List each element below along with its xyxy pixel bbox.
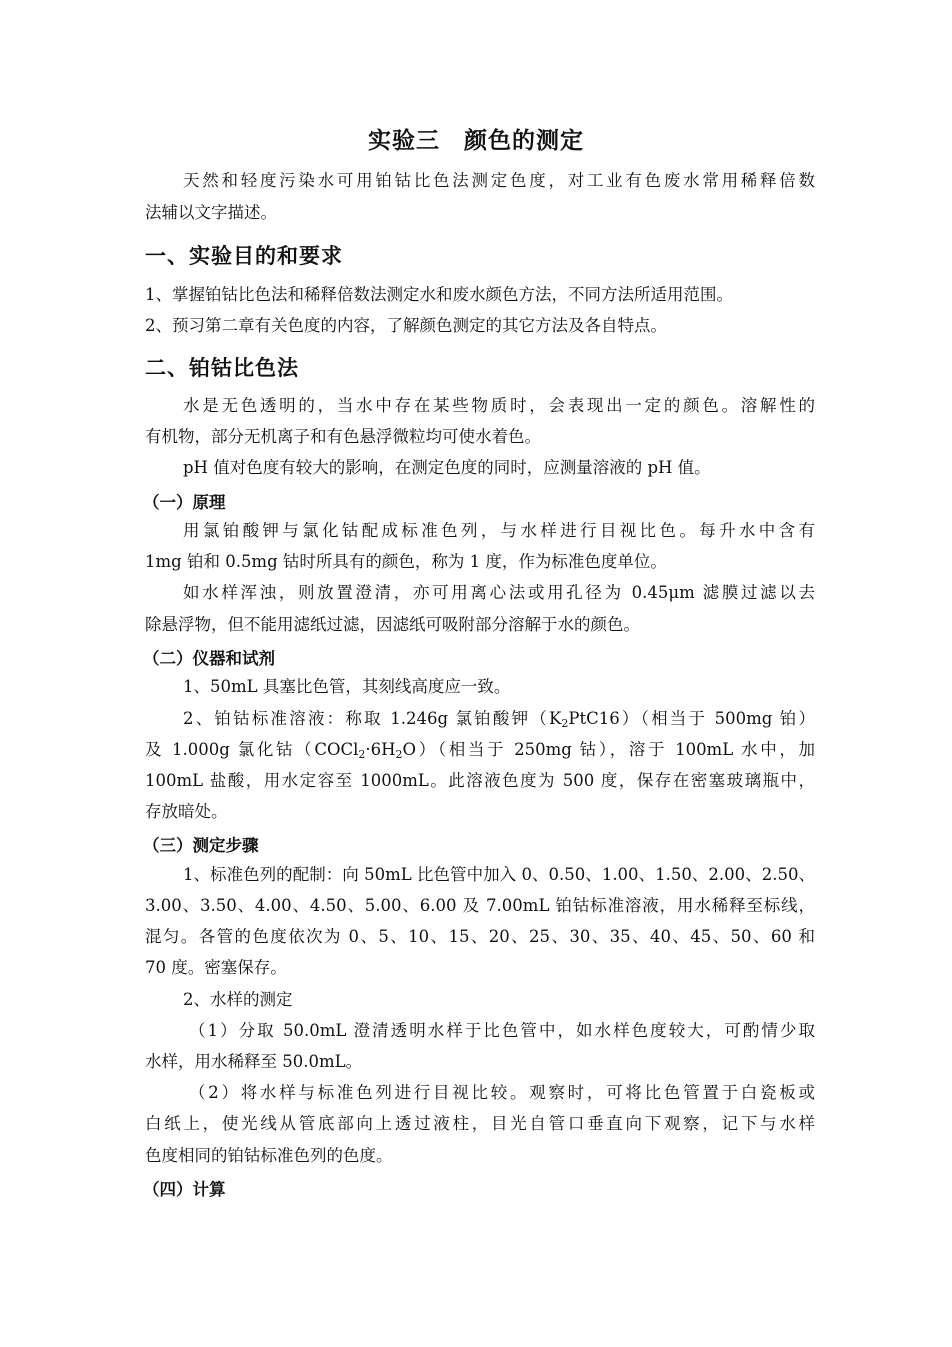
apparatus-item-2-line-2: 及 1.000g 氯化钴$(COCl_2\cdot 6H_2O)$（相当于 250mg 钴），溶于 100mL 水中，加 [145,740,816,761]
subheading-procedure: （三）测定步骤 [143,836,259,855]
objective-item-2: 2、预习第二章有关色度的内容，了解颜色测定的其它方法及各自特点。 [145,316,667,335]
procedure-step-1-line-1: （1）分取 50.0mL 澄清透明水样于比色管中，如水样色度较大，可酌情少取 [189,1021,815,1040]
procedure-item-2: 2、水样的测定 [183,990,293,1009]
principle-para1-line-1: 用氯铂酸钾与氯化钴配成标准色列，与水样进行目视比色。每升水中含有 [183,521,815,540]
subheading-calculation: （四）计算 [143,1180,226,1199]
subheading-principle: （一）原理 [143,493,226,512]
intro-line-1: 天然和轻度污染水可用铂钴比色法测定色度，对工业有色废水常用稀释倍数 [183,171,815,190]
objective-item-1: 1、掌握铂钴比色法和稀释倍数法测定水和废水颜色方法，不同方法所适用范围。 [145,285,733,304]
procedure-item-1-line-4: 70 度。密塞保存。 [145,958,287,977]
method-para1-line-1: 水是无色透明的，当水中存在某些物质时，会表现出一定的颜色。溶解性的 [183,396,815,415]
method-para1-line-2: 有机物，部分无机离子和有色悬浮微粒均可使水着色。 [145,427,541,446]
apparatus-item-2-line-4: 存放暗处。 [145,802,228,821]
apparatus-item-1: 1、50mL 具塞比色管，其刻线高度应一致。 [183,677,511,696]
procedure-item-1-line-2: 3.00、3.50、4.00、4.50、5.00、6.00 及 7.00mL 铂钴标准溶液，用水稀释至标线， [145,896,815,915]
procedure-step-2-line-2: 白纸上，使光线从管底部向上透过液柱，目光自管口垂直向下观察，记下与水样 [145,1114,815,1133]
principle-para1-line-2: 1mg 铂和 0.5mg 钴时所具有的颜色，称为 1 度，作为标准色度单位。 [145,552,667,571]
method-para2: pH 值对色度有较大的影响，在测定色度的同时，应测量溶液的 pH 值。 [183,458,711,477]
procedure-step-1-line-2: 水样，用水稀释至 50.0mL。 [145,1052,363,1071]
procedure-step-2-line-3: 色度相同的铂钴标准色列的色度。 [145,1146,393,1165]
apparatus-item-2-line-1: 2、铂钴标准溶液：称取 1.246g 氯铂酸钾$(K_2PtC16)$（相当于 500mg 铂） [183,709,815,730]
page-title: 实验三 颜色的测定 [368,128,584,154]
apparatus-item-2-line-3: 100mL 盐酸，用水定容至 1000mL。此溶液色度为 500 度，保存在密塞玻璃瓶中， [145,771,815,790]
procedure-step-2-line-1: （2）将水样与标准色列进行目视比较。观察时，可将比色管置于白瓷板或 [189,1083,815,1102]
intro-line-2: 法辅以文字描述。 [145,203,277,222]
section-heading-objectives: 一、实验目的和要求 [145,244,343,268]
subheading-apparatus: （二）仪器和试剂 [143,649,275,668]
principle-para2-line-2: 除悬浮物，但不能用滤纸过滤，因滤纸可吸附部分溶解于水的颜色。 [145,615,640,634]
procedure-item-1-line-1: 1、标准色列的配制：向 50mL 比色管中加入 0、0.50、1.00、1.50、2.00、2.50、 [183,865,815,884]
procedure-item-1-line-3: 混匀。各管的色度依次为 0、5、10、15、20、25、30、35、40、45、50、60 和 [145,927,815,946]
principle-para2-line-1: 如水样浑浊，则放置澄清，亦可用离心法或用孔径为 0.45μm 滤膜过滤以去 [183,583,815,602]
section-heading-method: 二、铂钴比色法 [145,356,299,380]
